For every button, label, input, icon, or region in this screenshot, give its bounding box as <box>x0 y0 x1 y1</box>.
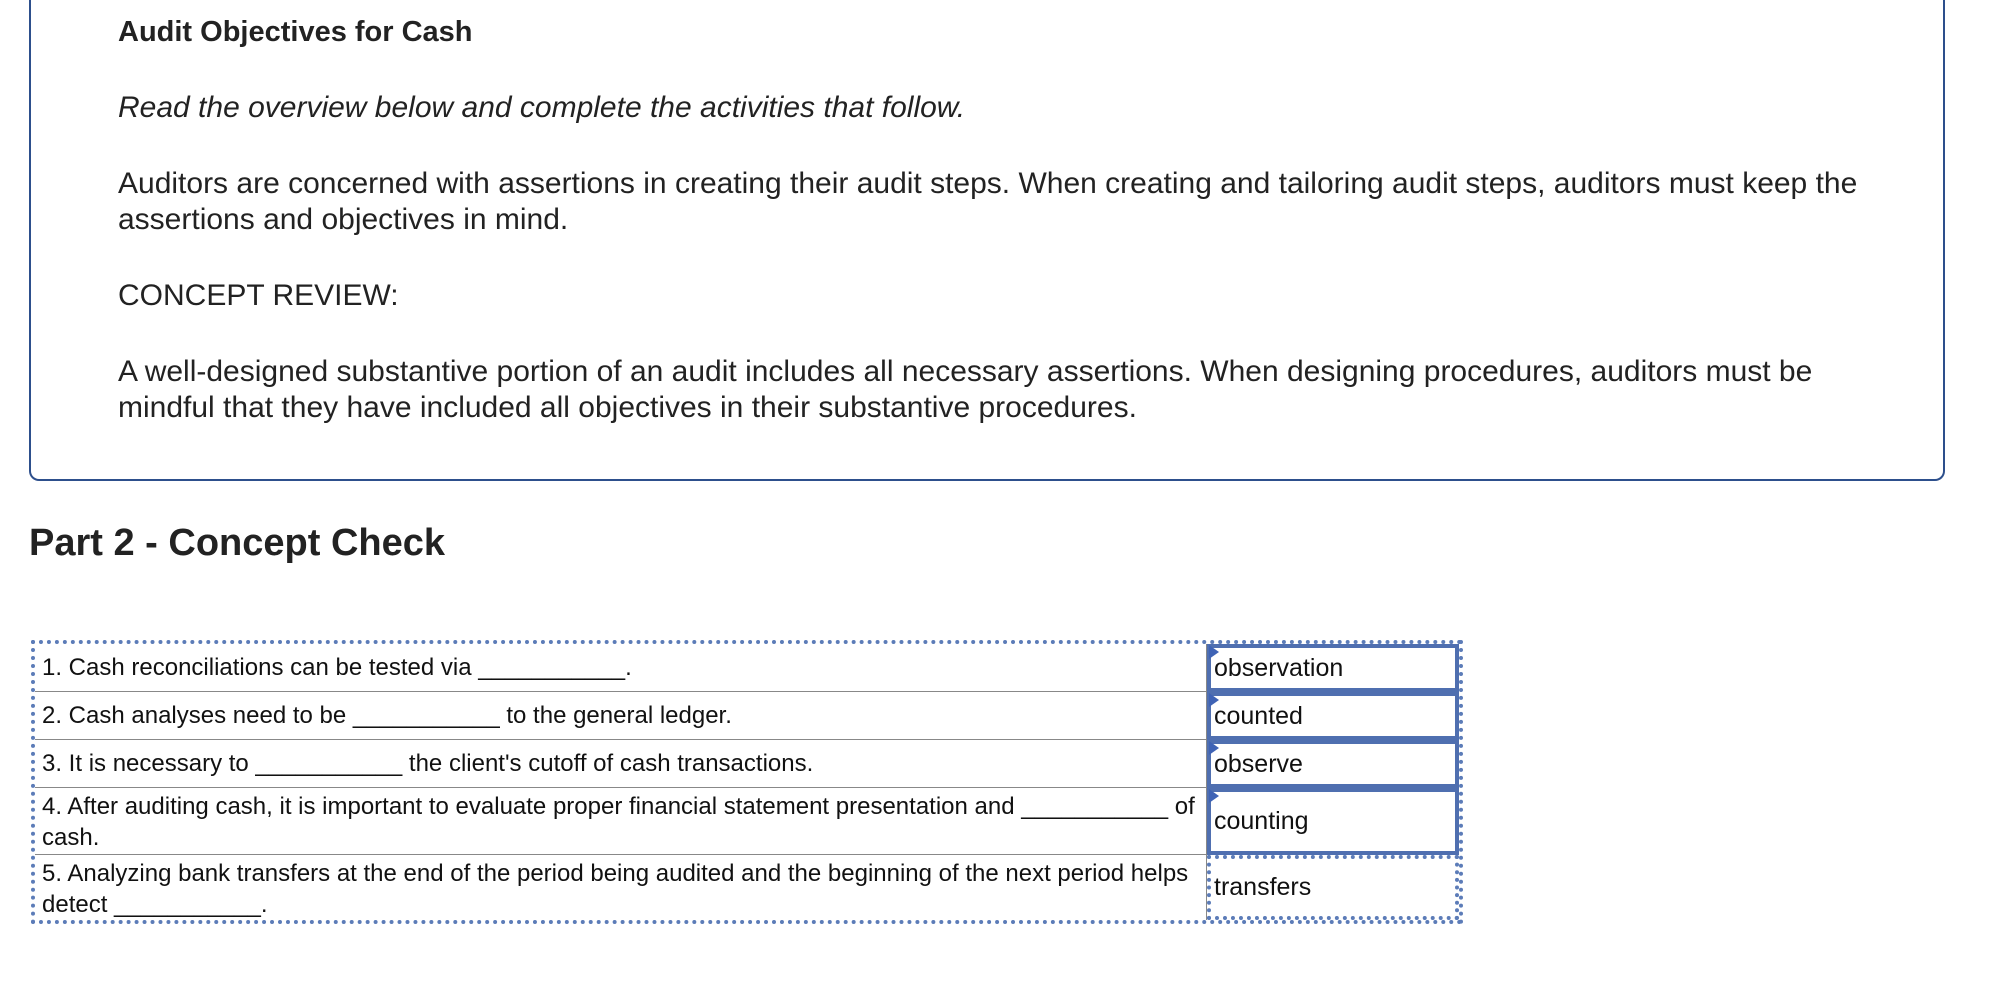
drag-marker-icon <box>1209 741 1219 755</box>
table-row <box>35 740 1459 788</box>
answer-cell <box>1207 740 1459 788</box>
question-text: 2. Cash analyses need to be ___________ to the general ledger. <box>35 692 1207 740</box>
question-text: 3. It is necessary to ___________ the client's cutoff of cash transactions. <box>35 740 1207 788</box>
answer-text[interactable]: counted <box>1214 701 1303 730</box>
answer-text[interactable]: observe <box>1214 749 1303 778</box>
question-text: 1. Cash reconciliations can be tested via ___________. <box>35 644 1207 692</box>
question-text: 5. Analyzing bank transfers at the end of the period being audited and the beginning of the next period helps detect ___________. <box>35 855 1207 920</box>
table-row <box>35 788 1459 855</box>
concept-check-table <box>31 640 1463 924</box>
answer-text[interactable]: counting <box>1214 807 1309 835</box>
overview-instruction: Read the overview below and complete the activities that follow. <box>118 91 966 124</box>
concept-review-text: A well-designed substantive portion of an audit includes all necessary assertions. When designing procedures, auditors must be mindful that they have included all objectives in their substantive procedures. <box>118 355 1813 424</box>
table-row <box>35 644 1459 692</box>
answer-cell <box>1207 644 1459 692</box>
part2-heading: Part 2 - Concept Check <box>29 522 445 564</box>
table-row <box>35 692 1459 740</box>
answer-text[interactable]: transfers <box>1214 873 1312 901</box>
drag-marker-icon <box>1209 645 1219 659</box>
table-row <box>35 855 1459 920</box>
concept-review-label: CONCEPT REVIEW: <box>118 279 399 312</box>
drag-marker-icon <box>1209 789 1219 803</box>
answer-text[interactable]: observation <box>1214 653 1344 682</box>
overview-title: Audit Objectives for Cash <box>118 16 473 48</box>
answer-cell <box>1207 855 1459 920</box>
overview-panel <box>29 0 1945 481</box>
answer-drop-target[interactable] <box>1207 788 1459 855</box>
answer-drop-target[interactable] <box>1207 855 1459 920</box>
answer-cell <box>1207 788 1459 855</box>
overview-body: Auditors are concerned with assertions in creating their audit steps. When creating and tailoring audit steps, auditors must keep the assertions and objectives in mind. <box>118 167 1858 236</box>
answer-drop-target[interactable] <box>1207 692 1459 740</box>
answer-cell <box>1207 692 1459 740</box>
answer-drop-target[interactable] <box>1207 740 1459 788</box>
answer-drop-target[interactable] <box>1207 644 1459 692</box>
question-text: 4. After auditing cash, it is important to evaluate proper financial statement presentation and ___________ of cash. <box>35 788 1207 855</box>
drag-marker-icon <box>1209 693 1219 707</box>
